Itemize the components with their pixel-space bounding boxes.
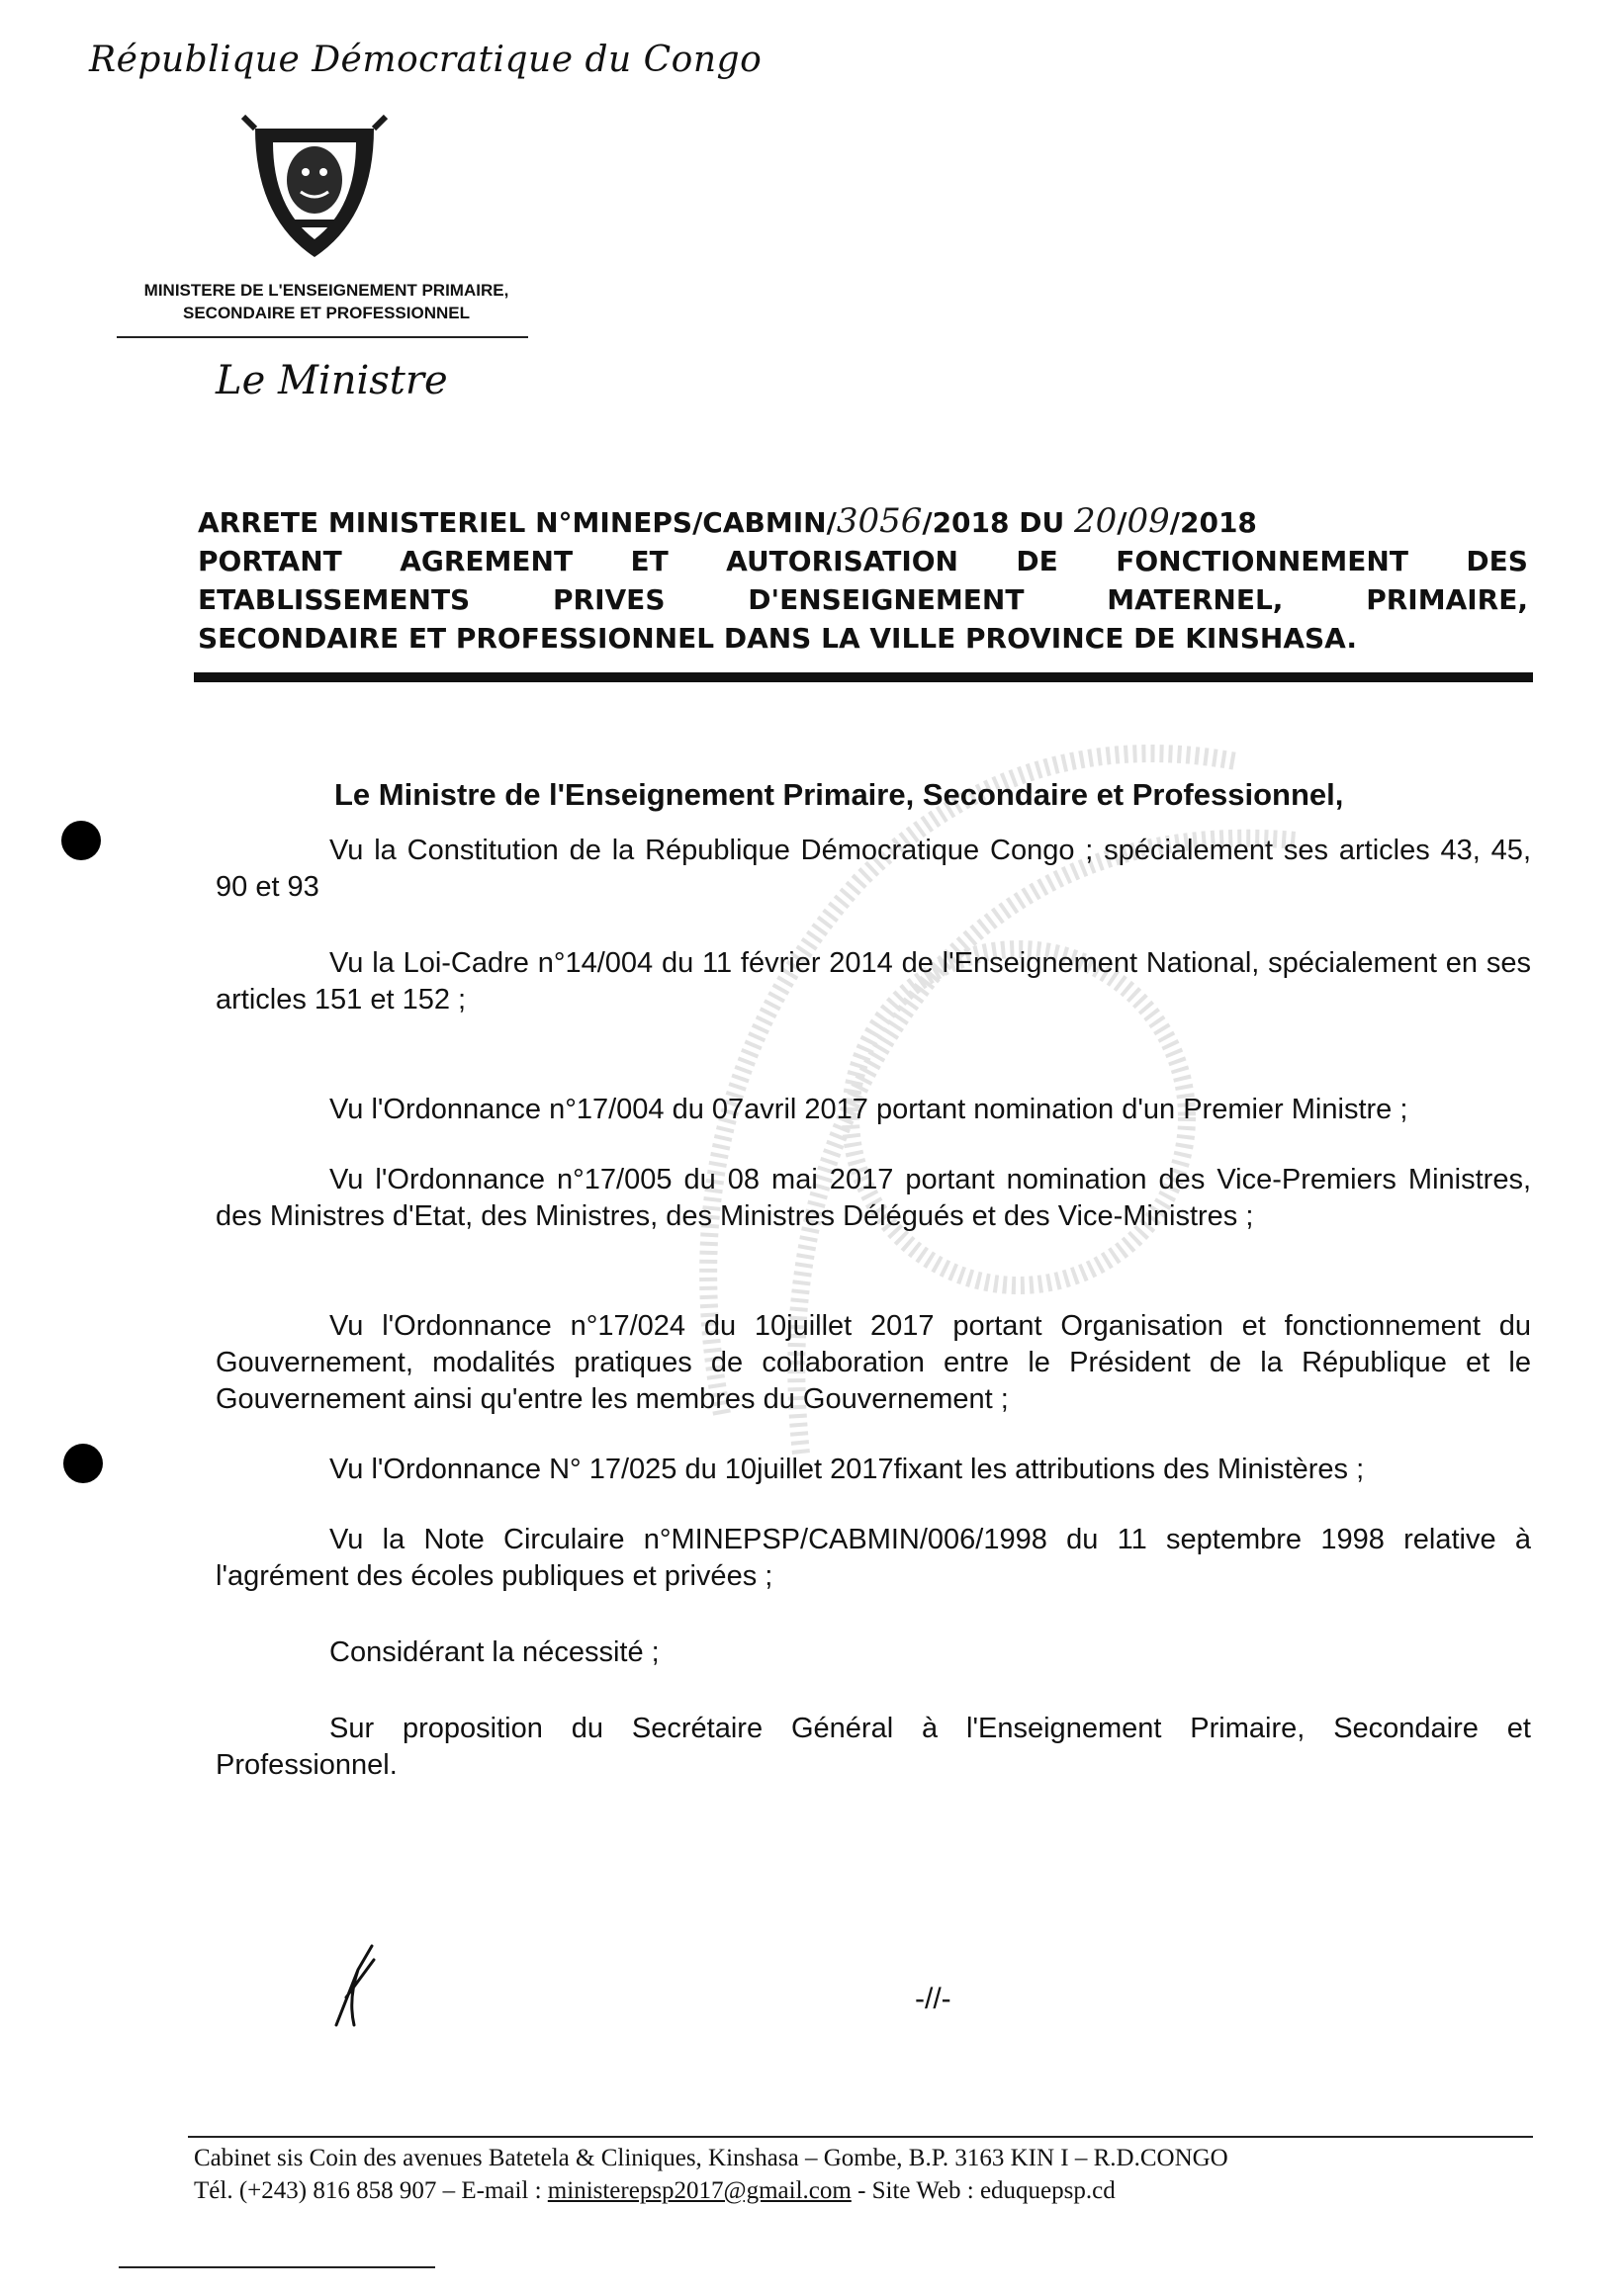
title-line-3: ETABLISSEMENTS PRIVES D'ENSEIGNEMENT MATERNEL, PRIMAIRE, [198, 583, 1528, 616]
handwritten-month: 09 [1126, 501, 1170, 541]
page-continuation-marker: -//- [915, 1983, 951, 2015]
footer-email-link[interactable]: ministerepsp2017@gmail.com [547, 2177, 852, 2204]
country-name: République Démocratique du Congo [89, 40, 763, 80]
title-line-2: PORTANT AGREMENT ET AUTORISATION DE FONCTIONNEMENT DES [198, 545, 1528, 577]
body-intro: Le Ministre de l'Enseignement Primaire, Secondaire et Professionnel, [334, 777, 1344, 812]
decree-prefix: ARRETE MINISTERIEL N°MINEPS/CABMIN/ [198, 506, 837, 539]
handwritten-day: 20 [1073, 501, 1118, 541]
decree-title [198, 502, 1528, 658]
visa-paragraph: Vu la Constitution de la République Démocratique Congo ; spécialement ses articles 43, 45, 90 et 93 [216, 835, 1531, 903]
ministry-name [109, 279, 544, 324]
footer [194, 2142, 1539, 2207]
decree-year-du: /2018 DU [922, 506, 1065, 539]
decree-body [216, 776, 1531, 1784]
ministry-line-2: SECONDAIRE ET PROFESSIONNEL [183, 304, 470, 322]
handwritten-decree-number: 3056 [836, 501, 923, 541]
binder-hole-top [61, 821, 101, 860]
footer-website: - Site Web : eduquepsp.cd [851, 2177, 1116, 2204]
title-line-4: SECONDAIRE ET PROFESSIONNEL DANS LA VILLE PROVINCE DE KINSHASA. [198, 622, 1358, 655]
title-line-1: ARRETE MINISTERIEL N°MINEPS/CABMIN/3056/2018 DU 20/09/2018 [198, 501, 1257, 541]
title-underline [194, 672, 1533, 682]
visa-paragraph: Vu l'Ordonnance N° 17/025 du 10juillet 2017fixant les attributions des Ministères ; [329, 1454, 1365, 1485]
proposition-paragraph: Sur proposition du Secrétaire Général à l'Enseignement Primaire, Secondaire et Professionnel. [216, 1713, 1531, 1781]
binder-hole-bottom [63, 1444, 103, 1483]
visa-paragraph: Vu la Loi-Cadre n°14/004 du 11 février 2014 de l'Enseignement National, spécialement en ses articles 151 et 152 ; [216, 947, 1531, 1016]
visa-paragraph: Vu l'Ordonnance n°17/024 du 10juillet 2017 portant Organisation et fonctionnement du Gouvernement, modalités pratiques de collaboration entre le Président de la République et le Gouvernement ainsi qu'entre les membres du Gouvernement ; [216, 1310, 1531, 1415]
visa-paragraph: Vu l'Ordonnance n°17/005 du 08 mai 2017 portant nomination des Vice-Premiers Ministres, des Ministres d'Etat, des Ministres, des Ministres Délégués et des Vice-Ministres ; [216, 1164, 1531, 1232]
header-divider [117, 336, 528, 338]
coat-of-arms-emblem [235, 109, 394, 267]
ministry-line-1: MINISTERE DE L'ENSEIGNEMENT PRIMAIRE, [143, 281, 509, 300]
footer-contact: Tél. (+243) 816 858 907 – E-mail : ministerepsp2017@gmail.com - Site Web : eduquepsp.cd [194, 2177, 1116, 2204]
signatory-title: Le Ministre [216, 358, 448, 403]
footer-address: Cabinet sis Coin des avenues Batetela & Cliniques, Kinshasa – Gombe, B.P. 3163 KIN I – R.D.CONGO [194, 2145, 1228, 2171]
visa-paragraph: Vu la Note Circulaire n°MINEPSP/CABMIN/006/1998 du 11 septembre 1998 relative à l'agrément des écoles publiques et privées ; [216, 1524, 1531, 1592]
page-bottom-rule [119, 2266, 435, 2268]
visa-paragraph: Vu l'Ordonnance n°17/004 du 07avril 2017 portant nomination d'un Premier Ministre ; [329, 1094, 1408, 1125]
considerant-paragraph: Considérant la nécessité ; [329, 1636, 660, 1668]
handwritten-initials-icon [328, 1940, 398, 2029]
decree-year-end: /2018 [1169, 506, 1257, 539]
footer-divider [188, 2136, 1533, 2138]
